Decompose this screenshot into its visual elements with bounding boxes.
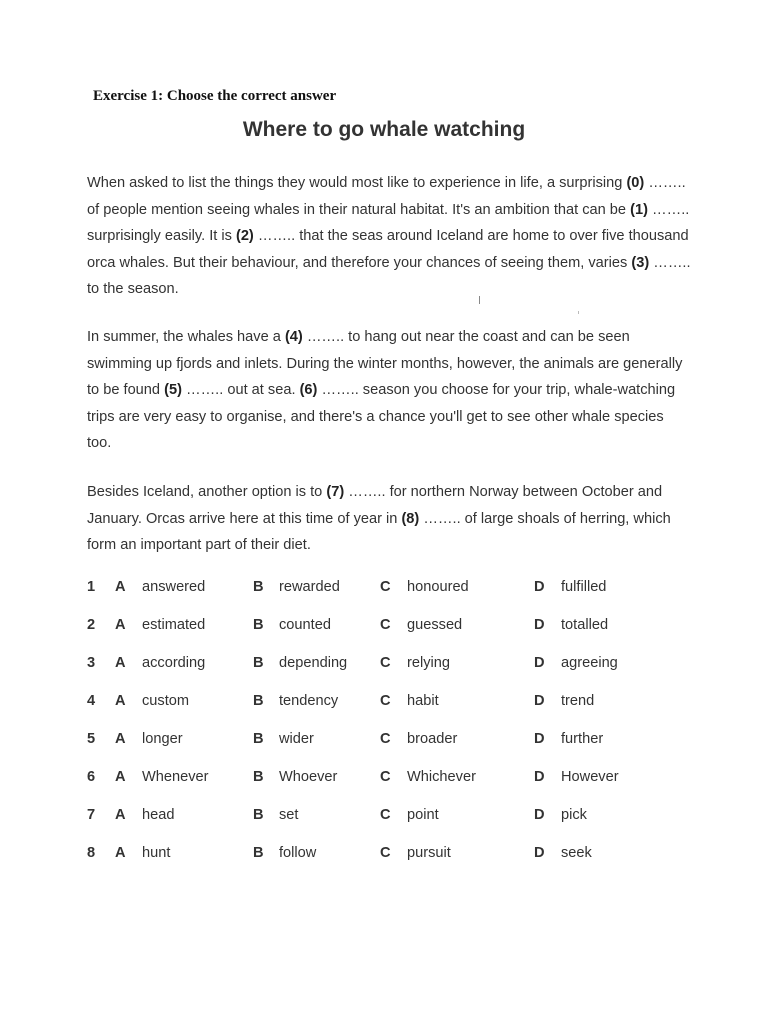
gap-number: (6) (299, 382, 318, 398)
option-letter-b: B (253, 693, 264, 709)
question-number: 7 (87, 807, 96, 823)
option-b[interactable]: depending (279, 655, 348, 671)
question-row (87, 655, 707, 693)
question-row (87, 769, 707, 807)
option-c[interactable]: habit (407, 693, 439, 709)
option-letter-d: D (534, 693, 545, 709)
option-d[interactable]: totalled (561, 617, 609, 633)
option-letter-c: C (380, 655, 391, 671)
option-d[interactable]: trend (561, 693, 595, 709)
paragraph-text: …….. to hang out near the coast and can be seen swimming up fjords and inlets. During the winter months, however, the animals are generally to be found (87, 329, 683, 398)
option-letter-d: D (534, 617, 545, 633)
option-a[interactable]: Whenever (142, 769, 209, 785)
option-c[interactable]: point (407, 807, 439, 823)
paragraph-text: …….. to the season. (87, 254, 691, 297)
option-letter-b: B (253, 769, 264, 785)
option-b[interactable]: Whoever (279, 769, 338, 785)
option-letter-d: D (534, 731, 545, 747)
option-letter-c: C (380, 693, 391, 709)
option-c[interactable]: broader (407, 731, 458, 747)
question-row (87, 617, 707, 655)
gap-number: (4) (284, 329, 303, 345)
option-a[interactable]: longer (142, 731, 183, 747)
paragraph-text: …….. season you choose for your trip, whale-watching trips are very easy to organise, and there's a chance you'll get to see other whale species too. (87, 382, 676, 451)
paragraph-text: …….. surprisingly easily. It is (87, 201, 690, 244)
option-letter-a: A (115, 731, 126, 747)
option-letter-d: D (534, 655, 545, 671)
paragraph-text: …….. of large shoals of herring, which form an important part of their diet. (87, 510, 671, 553)
scan-speck (479, 296, 480, 304)
option-letter-a: A (115, 693, 126, 709)
gap-number: (5) (164, 382, 182, 398)
option-d[interactable]: agreeing (561, 655, 618, 671)
option-b[interactable]: counted (279, 617, 331, 633)
option-letter-d: D (534, 845, 545, 861)
option-a[interactable]: according (142, 655, 206, 671)
option-d[interactable]: However (561, 769, 619, 785)
option-a[interactable]: answered (142, 579, 206, 595)
question-number: 8 (87, 845, 96, 861)
question-number: 2 (87, 617, 96, 633)
option-c[interactable]: relying (407, 655, 450, 671)
option-letter-c: C (380, 731, 391, 747)
option-letter-a: A (115, 807, 126, 823)
option-letter-b: B (253, 579, 264, 595)
paragraph-text: When asked to list the things they would most like to experience in life, a surprising (87, 175, 627, 191)
question-row (87, 807, 707, 845)
option-letter-c: C (380, 579, 391, 595)
option-a[interactable]: hunt (142, 845, 171, 861)
option-letter-a: A (115, 845, 126, 861)
option-letter-c: C (380, 617, 391, 633)
option-letter-b: B (253, 731, 264, 747)
option-b[interactable]: wider (279, 731, 314, 747)
question-row (87, 731, 707, 769)
gap-number: (7) (326, 484, 345, 500)
option-letter-d: D (534, 807, 545, 823)
paragraph-3 (87, 479, 692, 559)
option-letter-b: B (253, 807, 264, 823)
exercise-heading: Exercise 1: Choose the correct answer (93, 88, 337, 104)
paragraph-text: In summer, the whales have a (87, 329, 285, 345)
gap-number: (3) (631, 254, 650, 271)
option-b[interactable]: tendency (279, 693, 339, 709)
gap-number: (8) (401, 510, 420, 527)
option-a[interactable]: head (142, 807, 175, 823)
option-letter-d: D (534, 579, 545, 595)
option-b[interactable]: follow (279, 845, 317, 861)
question-number: 3 (87, 655, 96, 671)
option-c[interactable]: honoured (407, 579, 469, 595)
paragraph-text: Besides Iceland, another option is to (87, 484, 327, 500)
option-a[interactable]: custom (142, 693, 190, 709)
option-letter-c: C (380, 845, 391, 861)
paragraph-2 (87, 324, 692, 457)
paragraph-text: …….. of people mention seeing whales in their natural habitat. It's an ambition that can be (87, 175, 686, 218)
paragraph-text: …….. for northern Norway between October and January. Orcas arrive here at this time of year in (87, 484, 663, 527)
question-number: 5 (87, 731, 96, 747)
option-d[interactable]: further (561, 731, 604, 747)
option-letter-c: C (380, 807, 391, 823)
option-letter-a: A (115, 579, 126, 595)
question-row (87, 845, 707, 883)
paragraph-text: …….. out at sea. (181, 382, 300, 398)
option-a[interactable]: estimated (142, 617, 206, 633)
option-letter-b: B (253, 617, 264, 633)
option-d[interactable]: fulfilled (561, 579, 607, 595)
question-number: 6 (87, 769, 96, 785)
scan-speck (578, 311, 579, 314)
question-list (87, 579, 707, 883)
option-c[interactable]: pursuit (407, 845, 451, 861)
option-letter-b: B (253, 655, 264, 671)
page-title: Where to go whale watching (242, 118, 526, 141)
question-number: 1 (87, 579, 96, 595)
question-number: 4 (87, 693, 96, 709)
option-letter-a: A (115, 769, 126, 785)
option-b[interactable]: set (279, 807, 299, 823)
option-letter-a: A (115, 655, 126, 671)
gap-number: (2) (235, 228, 254, 244)
option-b[interactable]: rewarded (279, 579, 340, 595)
option-d[interactable]: seek (561, 845, 592, 861)
paragraph-text: …….. that the seas around Iceland are home to over five thousand orca whales. But their behaviour, and therefore your chances of seeing them, varies (87, 228, 689, 271)
option-letter-a: A (115, 617, 126, 633)
gap-number: (1) (630, 201, 648, 218)
option-c[interactable]: Whichever (407, 769, 476, 785)
paragraph-1 (87, 170, 692, 303)
gap-number: (0) (626, 175, 645, 191)
option-letter-b: B (253, 845, 264, 861)
option-letter-c: C (380, 769, 391, 785)
option-c[interactable]: guessed (407, 617, 463, 633)
question-row (87, 579, 707, 617)
question-row (87, 693, 707, 731)
option-d[interactable]: pick (561, 807, 587, 823)
option-letter-d: D (534, 769, 545, 785)
